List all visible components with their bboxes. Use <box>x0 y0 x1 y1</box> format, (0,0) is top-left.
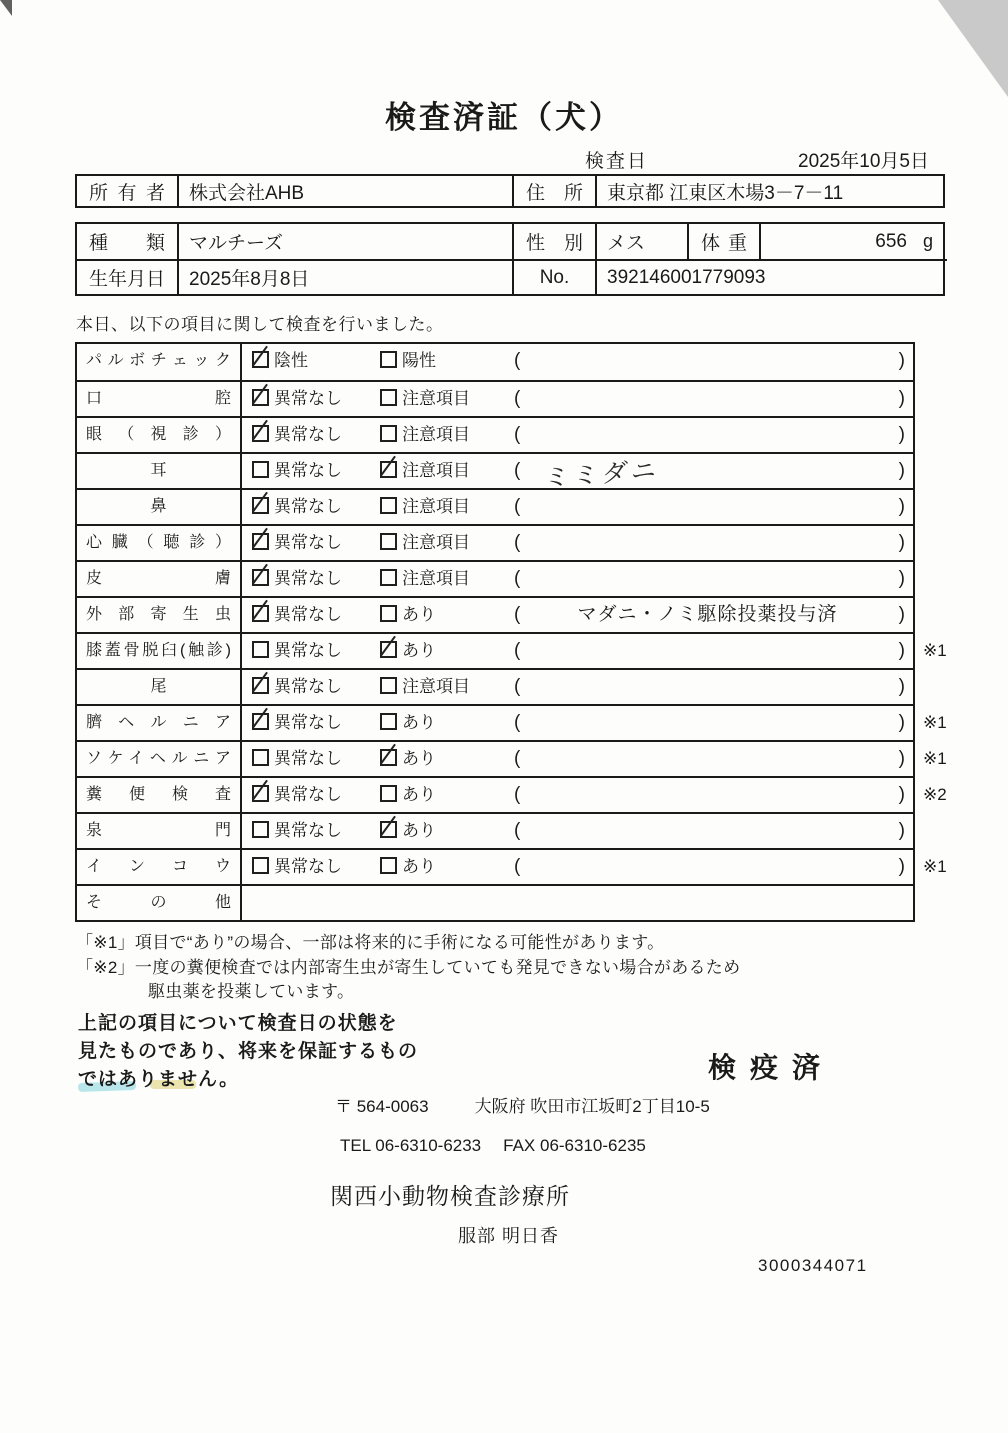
item-label: 尾 <box>77 670 242 704</box>
option-1-label: 異常なし <box>274 749 342 768</box>
sex-label: 性別 <box>526 233 583 254</box>
paren-open: ( <box>514 460 521 481</box>
option-2-label: 注意項目 <box>402 425 470 444</box>
option-1-label: 異常なし <box>274 389 342 408</box>
option-2 <box>380 418 470 451</box>
pet-info-row-1 <box>77 224 947 259</box>
check-mark <box>380 816 396 837</box>
address-value: 東京都 江東区木場3－7－11 <box>595 176 947 206</box>
option-1-label: 異常なし <box>274 425 342 444</box>
checkbox-2 <box>380 533 397 550</box>
checkbox-2 <box>380 785 397 802</box>
checkbox-2 <box>380 857 397 874</box>
checkbox-2 <box>380 821 397 838</box>
option-2 <box>380 850 436 883</box>
checkbox-2 <box>380 497 397 514</box>
statement-line-2: 見たものであり、将来を保証するもの <box>78 1041 419 1062</box>
paren-close: ) <box>898 532 905 553</box>
row-body <box>242 598 913 632</box>
paren-open: ( <box>514 712 521 733</box>
option-2-label: 注意項目 <box>402 461 470 480</box>
paren-open: ( <box>514 820 521 841</box>
item-label: 臍ヘルニア <box>77 706 242 740</box>
option-1 <box>252 344 308 377</box>
sex-label-cell <box>512 224 595 259</box>
check-mark <box>252 528 268 549</box>
check-mark <box>252 346 268 367</box>
checkbox-1 <box>252 641 269 658</box>
option-2-label: あり <box>402 641 436 660</box>
check-mark <box>380 456 396 477</box>
paren-open: ( <box>514 784 521 805</box>
option-2 <box>380 814 436 847</box>
check-mark <box>252 600 268 621</box>
option-1 <box>252 670 342 703</box>
weight-label-cell <box>687 224 759 259</box>
weight-unit: g <box>922 231 933 251</box>
owner-label-cell <box>77 176 177 206</box>
option-2-label: 注意項目 <box>402 389 470 408</box>
item-label: 眼（視診） <box>77 418 242 452</box>
option-2 <box>380 344 436 377</box>
item-label: 糞便検査 <box>77 778 242 812</box>
checkbox-2 <box>380 749 397 766</box>
row-body <box>242 526 913 560</box>
footnote-mark: ※1 <box>923 641 947 660</box>
item-label: 外部寄生虫 <box>77 598 242 632</box>
checkbox-1 <box>252 821 269 838</box>
statement-line-3: ではありません。 <box>78 1069 240 1090</box>
footnote-mark: ※1 <box>923 857 947 876</box>
checklist-row <box>77 488 913 524</box>
row-body <box>242 850 913 884</box>
footnote-1: 「※1」項目で“あり”の場合、一部は将来的に手術になる可能性があります。 <box>76 933 665 952</box>
option-1-label: 異常なし <box>274 857 342 876</box>
option-2-label: あり <box>402 605 436 624</box>
row-body <box>242 562 913 596</box>
item-label: パルボチェック <box>77 344 242 380</box>
option-2-label: あり <box>402 749 436 768</box>
item-label: 口腔 <box>77 382 242 416</box>
page-title: 検査済証（犬） <box>385 100 623 135</box>
option-1 <box>252 778 342 811</box>
check-mark <box>252 420 268 441</box>
check-mark <box>380 636 396 657</box>
checkbox-1 <box>252 497 269 514</box>
paren-close: ) <box>898 784 905 805</box>
option-2-label: 注意項目 <box>402 569 470 588</box>
option-2-label: 注意項目 <box>402 533 470 552</box>
paren-close: ) <box>898 388 905 409</box>
check-mark <box>252 672 268 693</box>
option-2-label: 陽性 <box>402 351 436 370</box>
paren-close: ) <box>898 748 905 769</box>
option-1 <box>252 742 342 775</box>
checklist-row <box>77 560 913 596</box>
checklist-row <box>77 884 913 920</box>
checklist-row <box>77 776 947 812</box>
option-2 <box>380 490 470 523</box>
clinic-tel-line <box>340 1136 646 1156</box>
option-1 <box>252 706 342 739</box>
option-1 <box>252 418 342 451</box>
scan-corner-artifact-top-left <box>0 0 12 16</box>
paren-open: ( <box>514 640 521 661</box>
paren-open: ( <box>514 748 521 769</box>
clinic-address-line <box>335 1092 710 1117</box>
check-mark <box>252 564 268 585</box>
option-2-label: あり <box>402 821 436 840</box>
veterinarian-name: 服部 明日香 <box>458 1226 560 1246</box>
serial-number: 3000344071 <box>758 1256 868 1275</box>
item-label: その他 <box>77 886 242 920</box>
owner-table <box>75 174 945 208</box>
item-label: ソケイヘルニア <box>77 742 242 776</box>
checkbox-1 <box>252 605 269 622</box>
breed-value: マルチーズ <box>177 224 512 259</box>
checkbox-2 <box>380 569 397 586</box>
weight-label: 体重 <box>701 233 747 254</box>
option-1 <box>252 526 342 559</box>
breed-label-cell <box>77 224 177 259</box>
checkbox-1 <box>252 425 269 442</box>
checklist-row <box>77 668 913 704</box>
checkbox-1 <box>252 569 269 586</box>
paren-open: ( <box>514 856 521 877</box>
checkbox-2 <box>380 461 397 478</box>
checklist-row <box>77 344 913 380</box>
address-label-cell <box>512 176 595 206</box>
pet-info-table <box>75 222 945 296</box>
row-body <box>242 634 913 668</box>
checkbox-2 <box>380 677 397 694</box>
birthdate-label: 生年月日 <box>89 269 166 290</box>
paren-close: ) <box>898 496 905 517</box>
option-1 <box>252 382 342 415</box>
checklist-row <box>77 452 913 493</box>
weight-value: 656 <box>875 230 907 252</box>
option-2-label: あり <box>402 857 436 876</box>
check-mark <box>252 708 268 729</box>
option-1 <box>252 634 342 667</box>
weight-value-cell <box>759 224 947 259</box>
option-2-label: 注意項目 <box>402 497 470 516</box>
option-2 <box>380 778 436 811</box>
paren-open: ( <box>514 496 521 517</box>
checkbox-1 <box>252 677 269 694</box>
option-2 <box>380 634 436 667</box>
item-label: 泉門 <box>77 814 242 848</box>
paren-close: ) <box>898 640 905 661</box>
option-1-label: 異常なし <box>274 569 342 588</box>
breed-label: 種類 <box>89 233 165 254</box>
paren-open: ( <box>514 350 521 371</box>
paren-close: ) <box>898 820 905 841</box>
item-label: 皮膚 <box>77 562 242 596</box>
option-1-label: 異常なし <box>274 533 342 552</box>
row-body <box>242 382 913 416</box>
checkbox-1 <box>252 533 269 550</box>
option-1 <box>252 598 342 631</box>
option-1-label: 異常なし <box>274 641 342 660</box>
option-1-label: 陰性 <box>274 351 308 370</box>
row-body <box>242 886 913 920</box>
checkbox-2 <box>380 605 397 622</box>
row-body <box>242 454 913 493</box>
inspection-date-value: 2025年10月5日 <box>798 151 929 172</box>
clinic-address: 大阪府 吹田市江坂町2丁目10-5 <box>474 1097 710 1116</box>
paren-close: ) <box>898 856 905 877</box>
option-1 <box>252 454 342 487</box>
option-2 <box>380 562 470 595</box>
option-1 <box>252 850 342 883</box>
paren-close: ) <box>898 350 905 371</box>
paren-close: ) <box>898 424 905 445</box>
row-body <box>242 344 913 380</box>
fax-number: FAX 06-6310-6235 <box>503 1136 646 1155</box>
option-2-label: 注意項目 <box>402 677 470 696</box>
checkbox-1 <box>252 461 269 478</box>
paren-open: ( <box>514 676 521 697</box>
footnote-mark: ※1 <box>923 713 947 732</box>
address-label: 住所 <box>526 182 583 204</box>
option-2 <box>380 742 436 775</box>
row-body <box>242 706 913 740</box>
no-value: 392146001779093 <box>595 261 947 294</box>
intro-text: 本日、以下の項目に関して検査を行いました。 <box>76 315 444 334</box>
checkbox-2 <box>380 425 397 442</box>
option-2 <box>380 598 436 631</box>
option-1-label: 異常なし <box>274 605 342 624</box>
option-1-label: 異常なし <box>274 677 342 696</box>
item-label: 耳 <box>77 454 242 488</box>
paren-close: ) <box>898 676 905 697</box>
owner-value: 株式会社AHB <box>177 176 512 206</box>
inspection-date-label: 検査日 <box>585 151 649 172</box>
option-1-label: 異常なし <box>274 713 342 732</box>
checkbox-1 <box>252 713 269 730</box>
scan-corner-artifact-top-right <box>938 0 1008 97</box>
row-body <box>242 670 913 704</box>
footnote-2-continued: 駆虫薬を投薬しています。 <box>148 982 355 1001</box>
postal-code: 〒 564-0063 <box>335 1097 429 1116</box>
checkbox-1 <box>252 857 269 874</box>
option-2 <box>380 670 470 703</box>
checkbox-2 <box>380 389 397 406</box>
pet-info-row-2 <box>77 259 947 294</box>
row-body <box>242 742 913 776</box>
checkbox-2 <box>380 713 397 730</box>
option-1-label: 異常なし <box>274 461 342 480</box>
statement-line-1: 上記の項目について検査日の状態を <box>78 1013 398 1034</box>
checkbox-1 <box>252 389 269 406</box>
paren-close: ) <box>898 604 905 625</box>
checklist-row <box>77 632 947 668</box>
item-label: 膝蓋骨脱臼(触診) <box>77 634 242 668</box>
option-2-label: あり <box>402 713 436 732</box>
option-1-label: 異常なし <box>274 785 342 804</box>
option-2 <box>380 706 436 739</box>
item-label: 心臓（聴診） <box>77 526 242 560</box>
option-1 <box>252 562 342 595</box>
check-mark <box>252 780 268 801</box>
footnote-mark: ※1 <box>923 749 947 768</box>
option-2 <box>380 382 470 415</box>
quarantine-stamp: 検疫済 <box>708 1052 835 1083</box>
option-1-label: 異常なし <box>274 821 342 840</box>
clinic-name: 関西小動物検査診療所 <box>330 1183 570 1209</box>
footnote-mark: ※2 <box>923 785 947 804</box>
tel-number: TEL 06-6310-6233 <box>340 1136 482 1155</box>
birthdate-label-cell <box>77 261 177 294</box>
item-label: 鼻 <box>77 490 242 524</box>
checkbox-1 <box>252 785 269 802</box>
paren-close: ) <box>898 568 905 589</box>
checkbox-1 <box>252 749 269 766</box>
note-text: ミミダニ <box>543 456 662 493</box>
birthdate-value: 2025年8月8日 <box>177 261 512 294</box>
footnote-2: 「※2」一度の糞便検査では内部寄生虫が寄生していても発見できない場合があるため <box>76 958 741 977</box>
paren-open: ( <box>514 604 521 625</box>
checklist-row <box>77 596 913 632</box>
checklist-row <box>77 704 947 740</box>
check-mark <box>252 384 268 405</box>
option-2-label: あり <box>402 785 436 804</box>
owner-label: 所有者 <box>89 182 165 204</box>
option-1 <box>252 490 342 523</box>
no-label: No. <box>512 261 595 294</box>
paren-close: ) <box>898 712 905 733</box>
option-2 <box>380 454 470 487</box>
checklist-row <box>77 812 913 848</box>
checklist-row <box>77 380 913 416</box>
row-body <box>242 490 913 524</box>
checkbox-2 <box>380 351 397 368</box>
paren-open: ( <box>514 532 521 553</box>
sex-value: メス <box>595 224 687 259</box>
checklist-row <box>77 524 913 560</box>
paren-open: ( <box>514 568 521 589</box>
checkbox-1 <box>252 351 269 368</box>
option-2 <box>380 526 470 559</box>
row-body <box>242 814 913 848</box>
option-1 <box>252 814 342 847</box>
checkbox-2 <box>380 641 397 658</box>
checklist-row <box>77 848 947 884</box>
paren-open: ( <box>514 388 521 409</box>
item-label: インコウ <box>77 850 242 884</box>
paren-close: ) <box>898 460 905 481</box>
row-body <box>242 778 913 812</box>
option-1-label: 異常なし <box>274 497 342 516</box>
checklist-table <box>75 342 947 922</box>
check-mark <box>380 744 396 765</box>
checklist-row <box>77 740 947 776</box>
note-text: マダニ・ノミ駆除投薬投与済 <box>577 604 838 625</box>
check-mark <box>252 492 268 513</box>
paren-open: ( <box>514 424 521 445</box>
